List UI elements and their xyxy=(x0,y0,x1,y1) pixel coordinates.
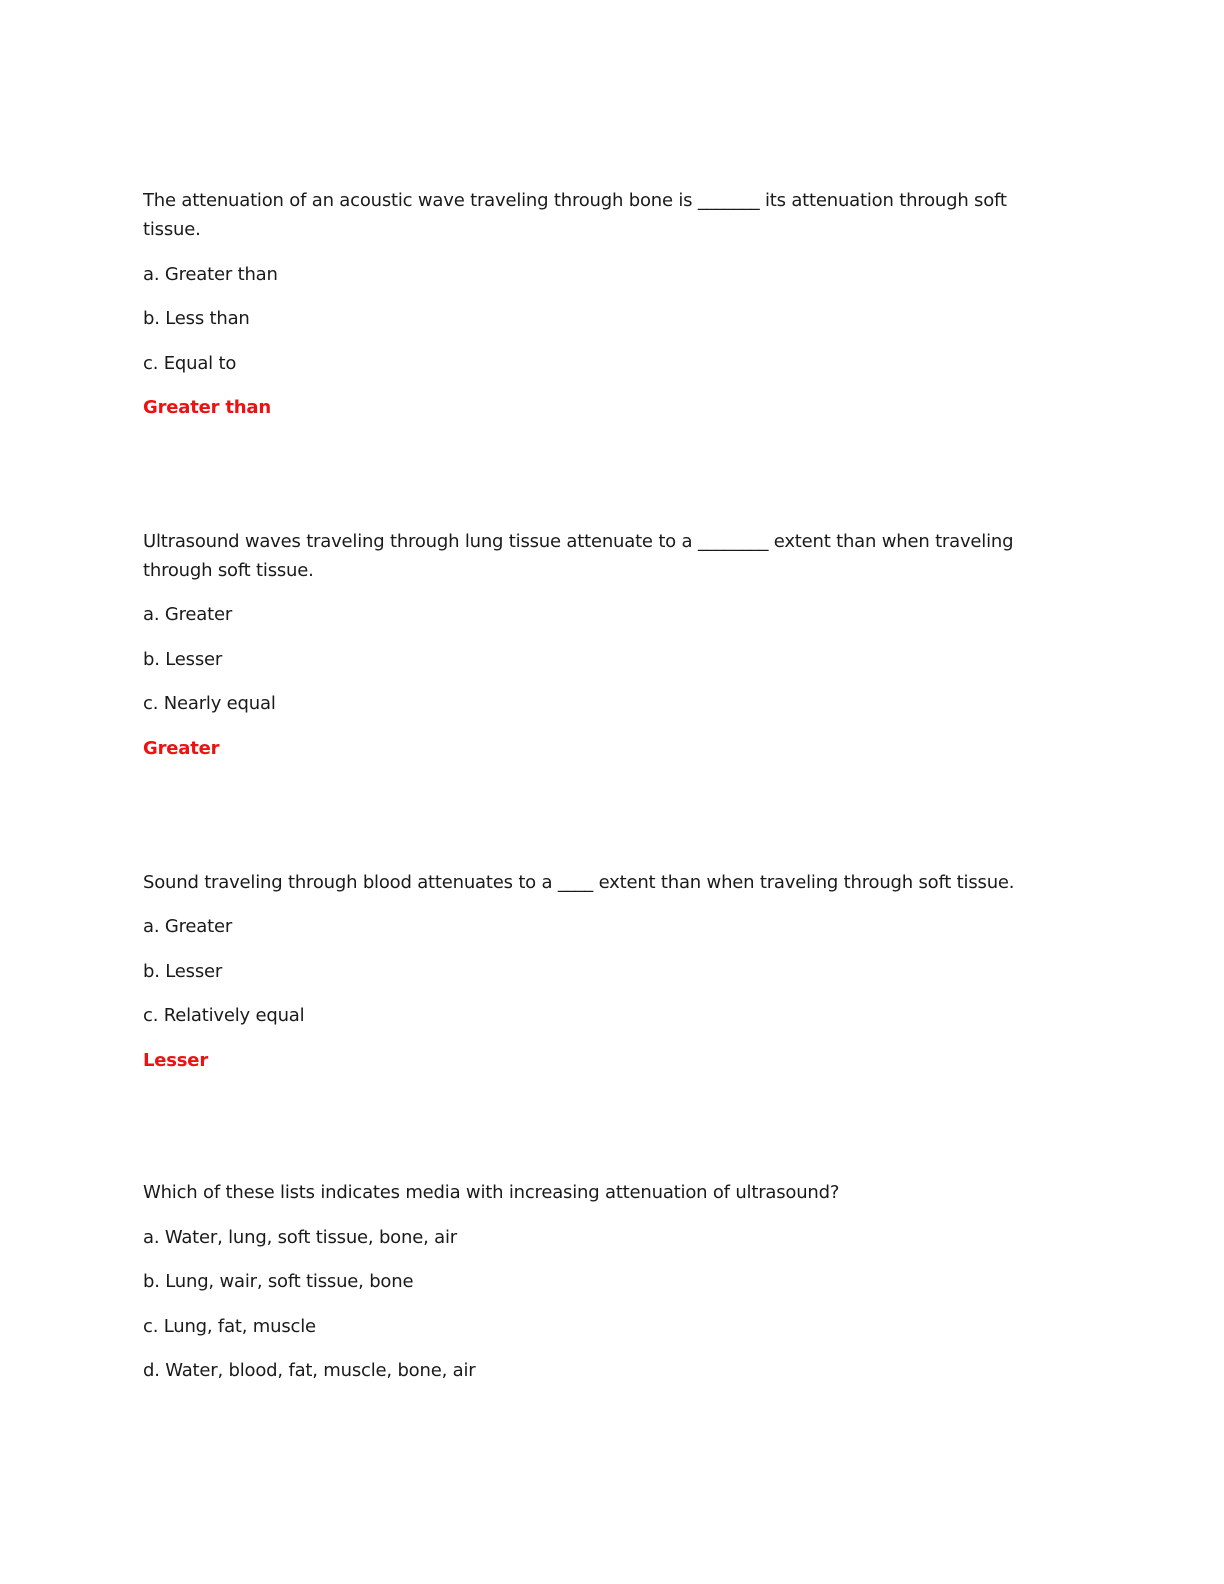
question-text: The attenuation of an acoustic wave traveling through bone is _______ its attenuation through soft tissue. xyxy=(143,190,1007,240)
option-b: b. Lesser xyxy=(143,961,223,982)
answer: Greater xyxy=(143,738,220,759)
option-c: c. Equal to xyxy=(143,353,237,374)
answer: Lesser xyxy=(143,1050,208,1071)
option-b: b. Lesser xyxy=(143,649,223,670)
answer: Greater than xyxy=(143,397,271,418)
question-text: Ultrasound waves traveling through lung tissue attenuate to a ________ extent than when traveling through soft tissue. xyxy=(143,531,1014,581)
question-4 xyxy=(143,1178,1043,1381)
option-a: a. Greater than xyxy=(143,264,278,285)
option-b: b. Lung, wair, soft tissue, bone xyxy=(143,1271,414,1292)
option-a: a. Water, lung, soft tissue, bone, air xyxy=(143,1227,457,1248)
option-a: a. Greater xyxy=(143,916,233,937)
option-d: d. Water, blood, fat, muscle, bone, air xyxy=(143,1360,476,1381)
question-3 xyxy=(143,868,1043,1071)
option-c: c. Relatively equal xyxy=(143,1005,305,1026)
option-a: a. Greater xyxy=(143,604,233,625)
option-b: b. Less than xyxy=(143,308,250,329)
option-c: c. Nearly equal xyxy=(143,693,276,714)
question-text: Sound traveling through blood attenuates to a ____ extent than when traveling through soft tissue. xyxy=(143,872,1015,893)
question-1 xyxy=(143,186,1043,418)
question-text: Which of these lists indicates media with increasing attenuation of ultrasound? xyxy=(143,1182,840,1203)
option-c: c. Lung, fat, muscle xyxy=(143,1316,316,1337)
question-2 xyxy=(143,527,1043,759)
